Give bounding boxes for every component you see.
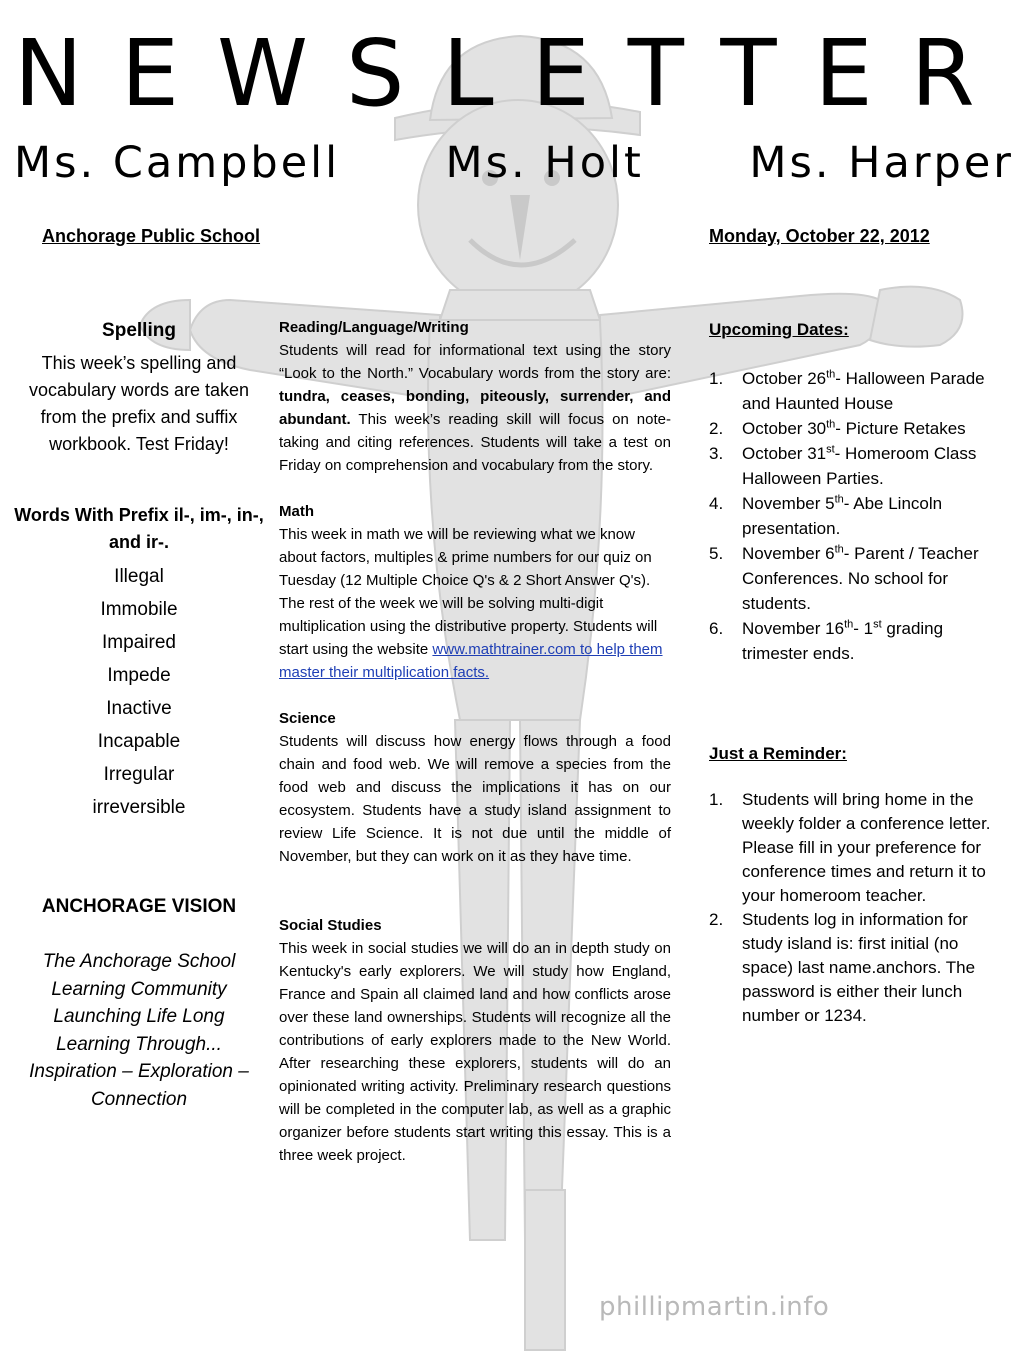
middle-column	[279, 316, 671, 1167]
list-number: 6.	[709, 619, 724, 638]
reading-heading: Reading/Language/Writing	[279, 319, 469, 336]
title-letter: T	[627, 20, 721, 127]
ordinal-suffix: st	[873, 618, 882, 631]
teacher-name: Ms. Harper	[749, 138, 1014, 188]
ordinal-suffix: th	[826, 418, 836, 431]
event-date: November 5	[742, 494, 835, 513]
ordinal-suffix: th	[834, 543, 844, 556]
list-item	[709, 908, 1009, 1028]
list-number: 3.	[709, 444, 724, 463]
event-date: November 6	[742, 544, 835, 563]
newsletter-title	[14, 20, 1014, 127]
event-text: - Parent / Teacher Conferences. No school for students.	[742, 544, 979, 613]
title-letter: E	[531, 20, 628, 127]
school-name: Anchorage Public School	[42, 226, 261, 246]
teacher-names	[14, 136, 1014, 190]
list-number: 4.	[709, 494, 724, 513]
list-item	[709, 441, 1009, 491]
vision-statement	[14, 948, 264, 1113]
vision-line: Learning Community	[51, 978, 227, 1000]
list-number: 2.	[709, 910, 724, 929]
spelling-heading: Spelling	[102, 320, 176, 341]
list-item	[709, 366, 1009, 416]
list-item	[709, 491, 1009, 541]
event-date: October 26	[742, 369, 827, 388]
vision-heading: ANCHORAGE VISION	[41, 896, 237, 917]
reading-text-part: This week’s reading skill will focus on note-taking and citing references. Students will take a test on Friday on comprehension and vocabulary from the story.	[279, 411, 671, 474]
vision-line: Launching Life Long	[53, 1006, 225, 1027]
science-text: Students will discuss how energy flows through a food chain and food web. We will remove a species from the food web and discuss the implications it has on our ecosystem. Students have a study island assignment to review Life Science. It is not due until the middle of November, but they can work on it as they have time.	[279, 733, 671, 865]
teacher-name: Ms. Campbell	[14, 138, 341, 188]
spelling-word: Impede	[107, 665, 171, 686]
list-number: 2.	[709, 419, 724, 438]
reminder-text: Students log in information for study island is: first initial (no space) last name.anchors. The password is either their lunch number or 1234.	[742, 910, 976, 1025]
spelling-word: Immobile	[100, 599, 178, 620]
event-date: October 31	[742, 444, 827, 463]
upcoming-dates-list	[709, 366, 1009, 666]
reading-text	[279, 339, 671, 477]
title-letter: S	[345, 20, 443, 127]
event-text: - Homeroom Class Halloween Parties.	[742, 444, 977, 488]
title-letter: T	[720, 20, 815, 127]
mathtrainer-link[interactable]: www.mathtrainer.com to help them master their multiplication facts.	[279, 641, 663, 681]
event-text: grading trimester ends.	[742, 619, 944, 663]
newsletter-date: Monday, October 22, 2012	[709, 226, 930, 246]
list-item	[709, 416, 1009, 441]
prefix-heading: Words With Prefix il-, im-, in-, and ir-.	[14, 505, 264, 552]
vocabulary-words: tundra, ceases, bonding, piteously, surrender, and abundant.	[279, 388, 671, 428]
upcoming-dates-heading: Upcoming Dates:	[709, 320, 849, 339]
event-text: - Halloween Parade and Haunted House	[742, 369, 985, 413]
spelling-word: Impaired	[102, 632, 176, 653]
event-text: - Abe Lincoln presentation.	[742, 494, 943, 538]
list-item	[709, 541, 1009, 616]
title-letter: L	[442, 20, 532, 127]
teacher-name: Ms. Holt	[445, 138, 644, 188]
spelling-word: Irregular	[103, 764, 175, 785]
math-text	[279, 523, 671, 684]
title-letter: R	[910, 20, 1013, 127]
vision-line: Learning Through...	[56, 1033, 222, 1055]
social-studies-heading: Social Studies	[279, 917, 382, 934]
reminder-text: Students will bring home in the weekly folder a conference letter. Please fill in your preference for conference times and return it to your homeroom teacher.	[742, 790, 991, 905]
title-letter: W	[216, 20, 346, 127]
right-column	[709, 318, 1009, 1028]
list-number: 5.	[709, 544, 724, 563]
spelling-word: Inactive	[106, 698, 172, 719]
math-text-part: This week in math we will be reviewing what we know about factors, multiples & prime numbers for our quiz on Tuesday (12 Multiple Choice Q's & 2 Short Answer Q's). The rest of the week we will be solving multi-digit multiplication using the distributive property. Students will start using the website	[279, 526, 658, 658]
ordinal-suffix: th	[844, 618, 854, 631]
ordinal-suffix: th	[834, 493, 844, 506]
title-letter: N	[14, 20, 121, 127]
title-letter: E	[120, 20, 217, 127]
list-item	[709, 616, 1009, 666]
reading-text-part: Students will read for informational text using the story “Look to the North.” Vocabulary words from the story are:	[279, 342, 671, 382]
spelling-text: This week’s spelling and vocabulary words are taken from the prefix and suffix workbook. Test Friday!	[28, 353, 250, 454]
title-letter: E	[814, 20, 911, 127]
reminder-heading: Just a Reminder:	[709, 744, 847, 763]
vision-line: Connection	[90, 1088, 188, 1110]
vision-line: The Anchorage School	[42, 951, 236, 972]
list-item	[709, 788, 1009, 908]
watermark: phillipmartin.info	[599, 1292, 830, 1322]
spelling-word: irreversible	[92, 797, 186, 818]
social-studies-text: This week in social studies we will do an in depth study on Kentucky's early explorers. We will study how England, France and Spain all claimed land and how conflicts arose over these land ownerships. Students will recognize all the contributions of early explorers made to the New World. After researching these explorers, students will do an opinionated writing activity. Preliminary research questions will be completed in the computer lab, as well as a graphic organizer before students start writing this essay. This is a three week project.	[279, 940, 671, 1164]
math-heading: Math	[279, 503, 314, 520]
event-date: November 16	[742, 619, 845, 638]
reminder-list	[709, 788, 1009, 1028]
ordinal-suffix: st	[826, 443, 835, 456]
vision-line: Inspiration – Exploration –	[29, 1061, 249, 1082]
science-heading: Science	[279, 710, 336, 727]
list-number: 1.	[709, 369, 724, 388]
spelling-word: Illegal	[114, 566, 164, 587]
spelling-word: Incapable	[97, 731, 181, 752]
spelling-word-list	[14, 560, 264, 824]
ordinal-suffix: th	[826, 368, 836, 381]
event-date: October 30	[742, 419, 827, 438]
list-number: 1.	[709, 790, 724, 809]
event-text: - Picture Retakes	[835, 419, 966, 438]
left-column	[14, 318, 264, 1113]
event-text: - 1	[853, 619, 874, 638]
